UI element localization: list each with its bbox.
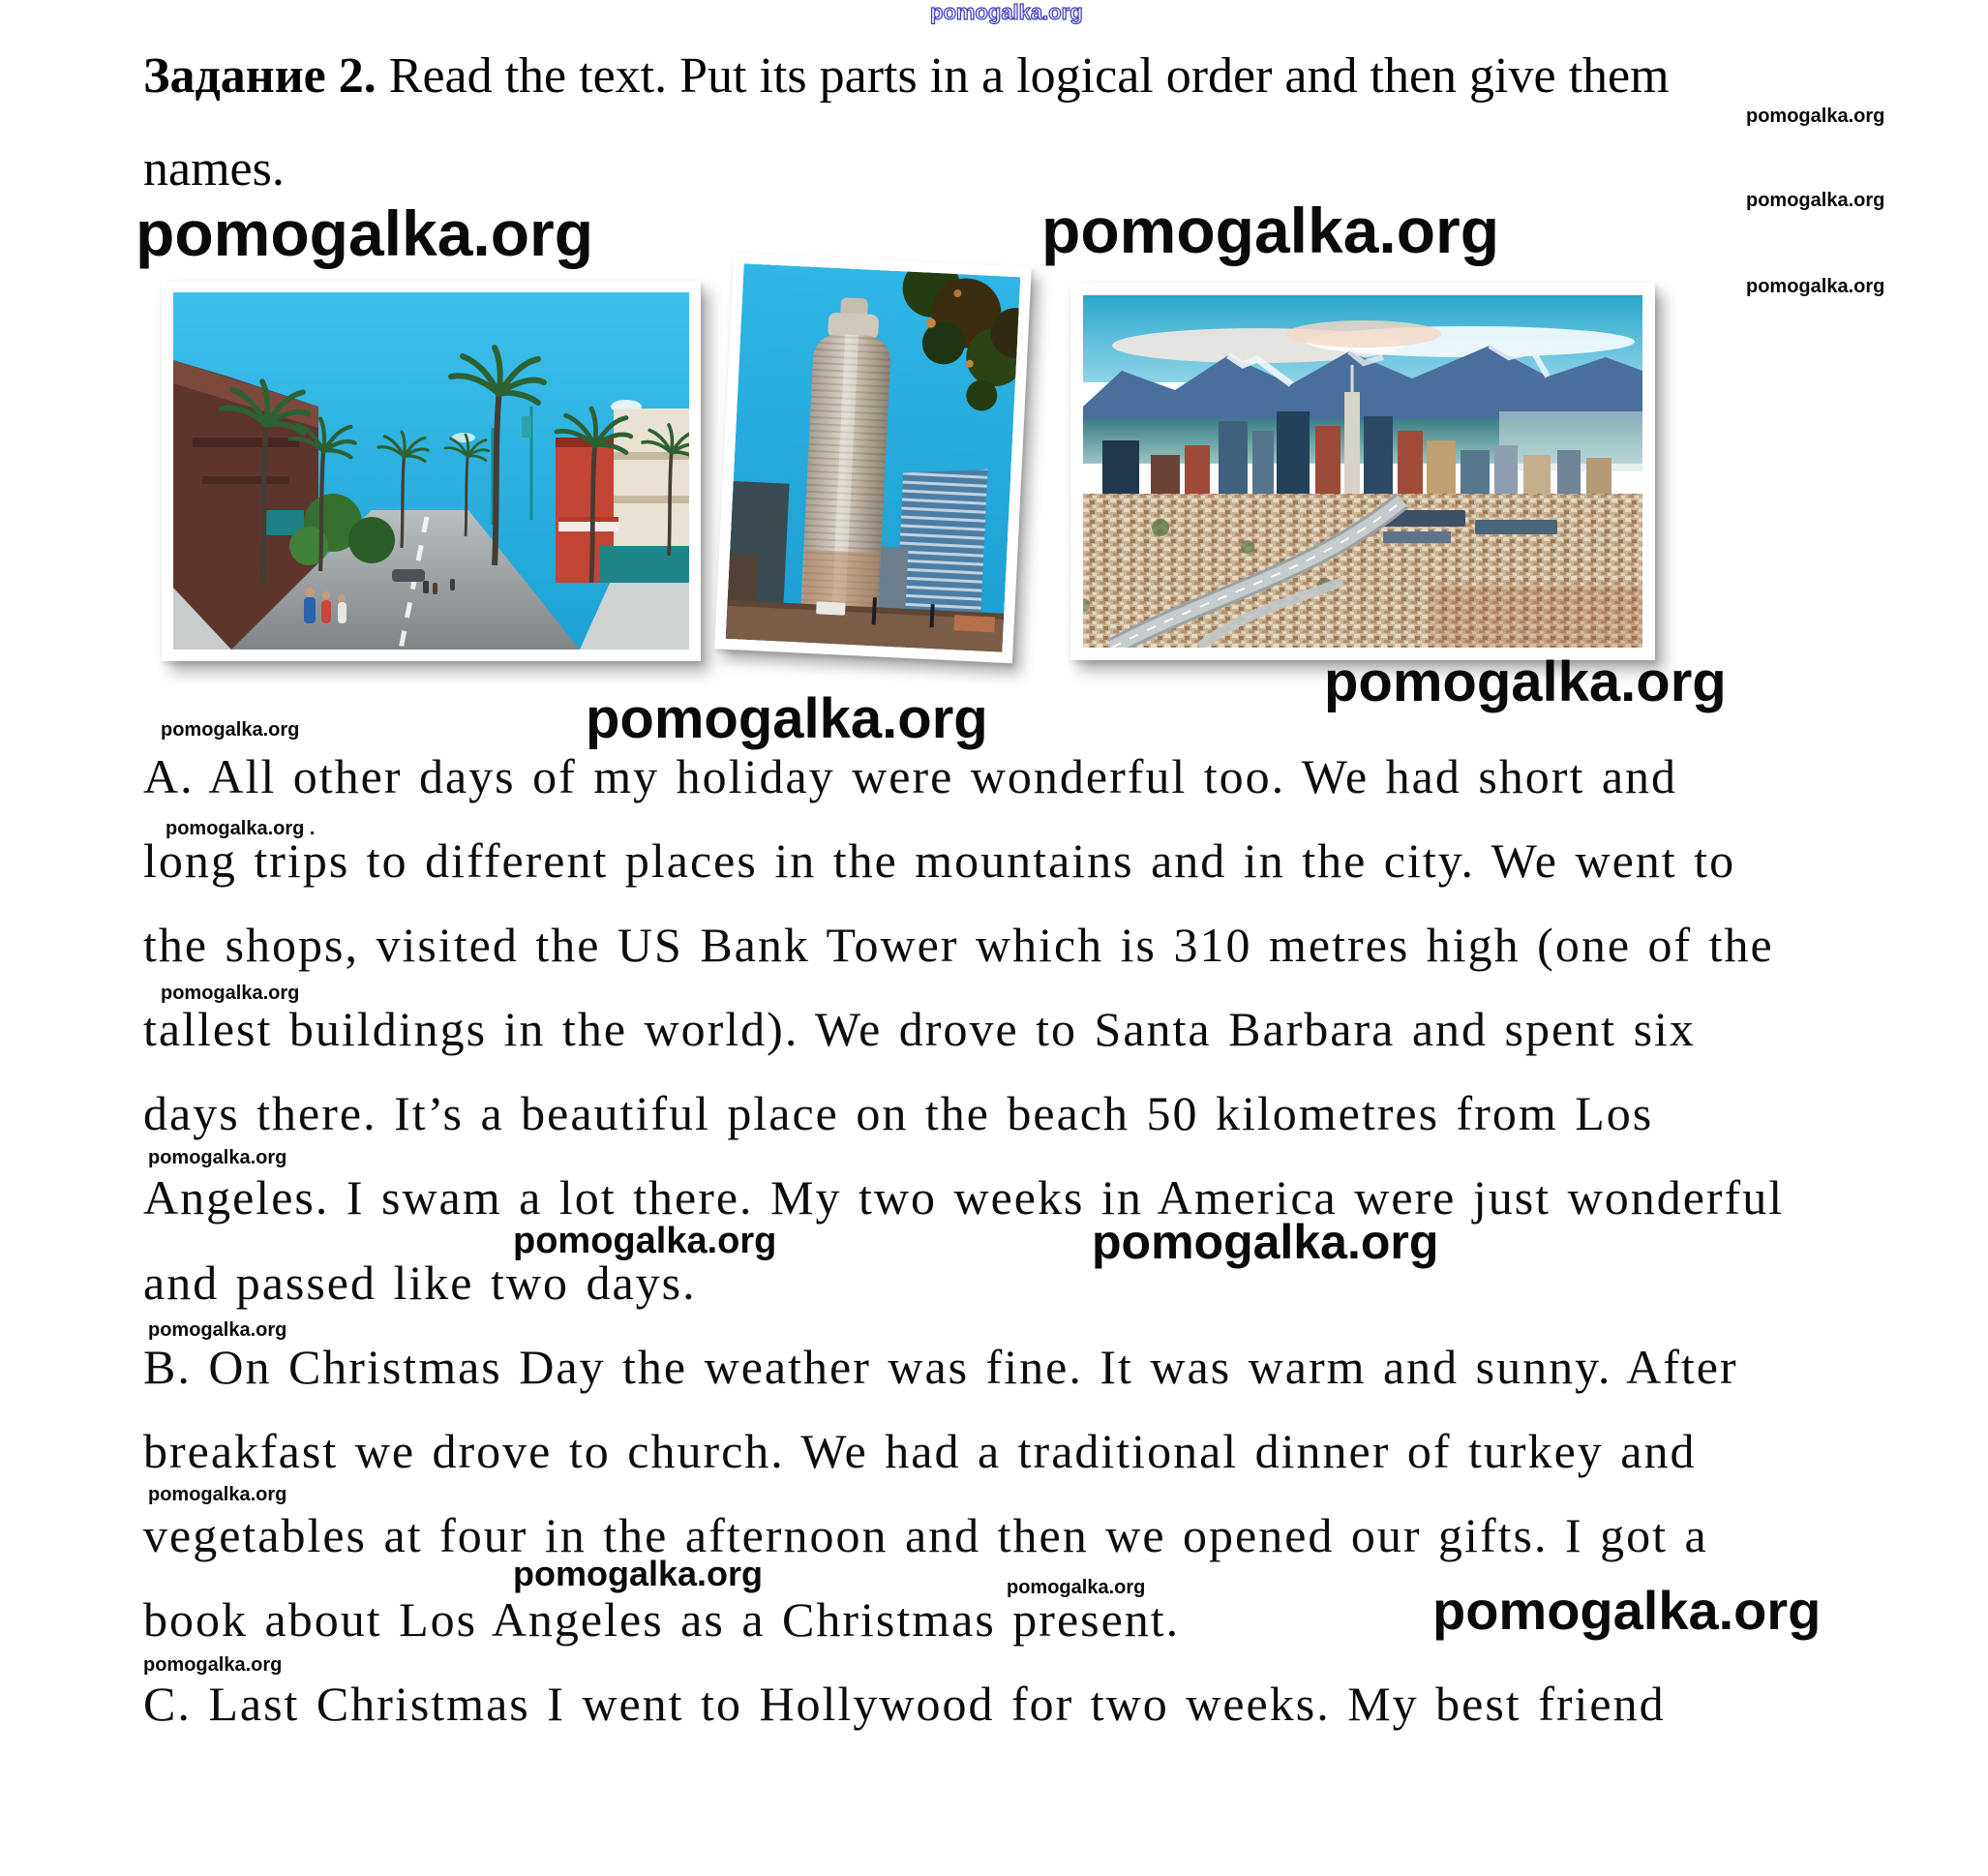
paragraph-b-line-2: breakfast we drove to church. We had a traditional dinner of turkey and (143, 1424, 1697, 1478)
watermark-lower-center: pomogalka.org (513, 1554, 764, 1593)
watermark-small-5: pomogalka.org (148, 1319, 287, 1341)
task-heading-line2: names. (143, 141, 285, 197)
task-number-label: Задание 2. (143, 48, 377, 104)
watermark-small-6: pomogalka.org (148, 1484, 287, 1505)
watermark-mid-center: pomogalka.org (513, 1221, 777, 1261)
la-skyline-graphic (1083, 295, 1642, 648)
watermark-lower-right: pomogalka.org (1432, 1580, 1822, 1641)
watermark-right-2: pomogalka.org (1746, 190, 1885, 211)
paragraph-c-line-1: C. Last Christmas I went to Hollywood for two weeks. My best friend (143, 1677, 1666, 1731)
paragraph-a-line-4: tallest buildings in the world). We drove to Santa Barbara and spent six (143, 1002, 1696, 1056)
watermark-above-photos-left: pomogalka.org (136, 197, 594, 269)
paragraph-a-line-6: Angeles. I swam a lot there. My two weeks in America were just wonderful (143, 1170, 1785, 1225)
photo-la-skyline (1070, 283, 1655, 660)
watermark-small-4: pomogalka.org (148, 1147, 287, 1168)
watermark-small-1: pomogalka.org (161, 719, 300, 741)
photo-us-bank-tower-image (726, 263, 1021, 652)
paragraph-a-line-5: days there. It’s a beautiful place on the beach 50 kilometres from Los (143, 1086, 1654, 1140)
photo-hollywood-street-image (173, 292, 689, 650)
paragraph-b-line-3: vegetables at four in the afternoon and then we opened our gifts. I got a (143, 1508, 1708, 1562)
paragraph-a-line-2: long trips to different places in the mountains and in the city. We went to (143, 833, 1736, 888)
photo-la-skyline-image (1083, 295, 1642, 648)
paragraph-a-line-3: the shops, visited the US Bank Tower which is 310 metres high (one of the (143, 918, 1774, 972)
watermark-small-3: pomogalka.org (161, 983, 300, 1004)
task-heading-line1 (143, 47, 1670, 105)
watermark-above-photos-right: pomogalka.org (1041, 195, 1500, 266)
watermark-below-photos-center: pomogalka.org (586, 687, 988, 750)
paragraph-a-line-1: A. All other days of my holiday were wonderful too. We had short and (143, 749, 1678, 803)
watermark-top-center: pomogalka.org (930, 0, 1083, 24)
photo-us-bank-tower (714, 253, 1032, 664)
paragraph-b-line-4: book about Los Angeles as a Christmas present. (143, 1592, 1181, 1647)
watermark-small-2: pomogalka.org . (166, 818, 316, 839)
photo-hollywood-street (162, 281, 701, 661)
paragraph-a-line-7: and passed like two days. (143, 1256, 697, 1310)
hollywood-street-graphic (173, 292, 689, 650)
paragraph-b-line-1: B. On Christmas Day the weather was fine. It was warm and sunny. After (143, 1340, 1738, 1394)
watermark-small-7: pomogalka.org (1007, 1577, 1146, 1598)
watermark-right-3: pomogalka.org (1746, 276, 1885, 297)
watermark-below-photos-right: pomogalka.org (1324, 651, 1727, 713)
watermark-small-8: pomogalka.org (143, 1654, 283, 1676)
watermark-mid-right: pomogalka.org (1092, 1215, 1439, 1269)
task-instruction: Read the text. Put its parts in a logical order and then give them (388, 48, 1670, 104)
watermark-right-1: pomogalka.org (1746, 106, 1885, 127)
us-bank-tower-graphic (726, 263, 1021, 652)
